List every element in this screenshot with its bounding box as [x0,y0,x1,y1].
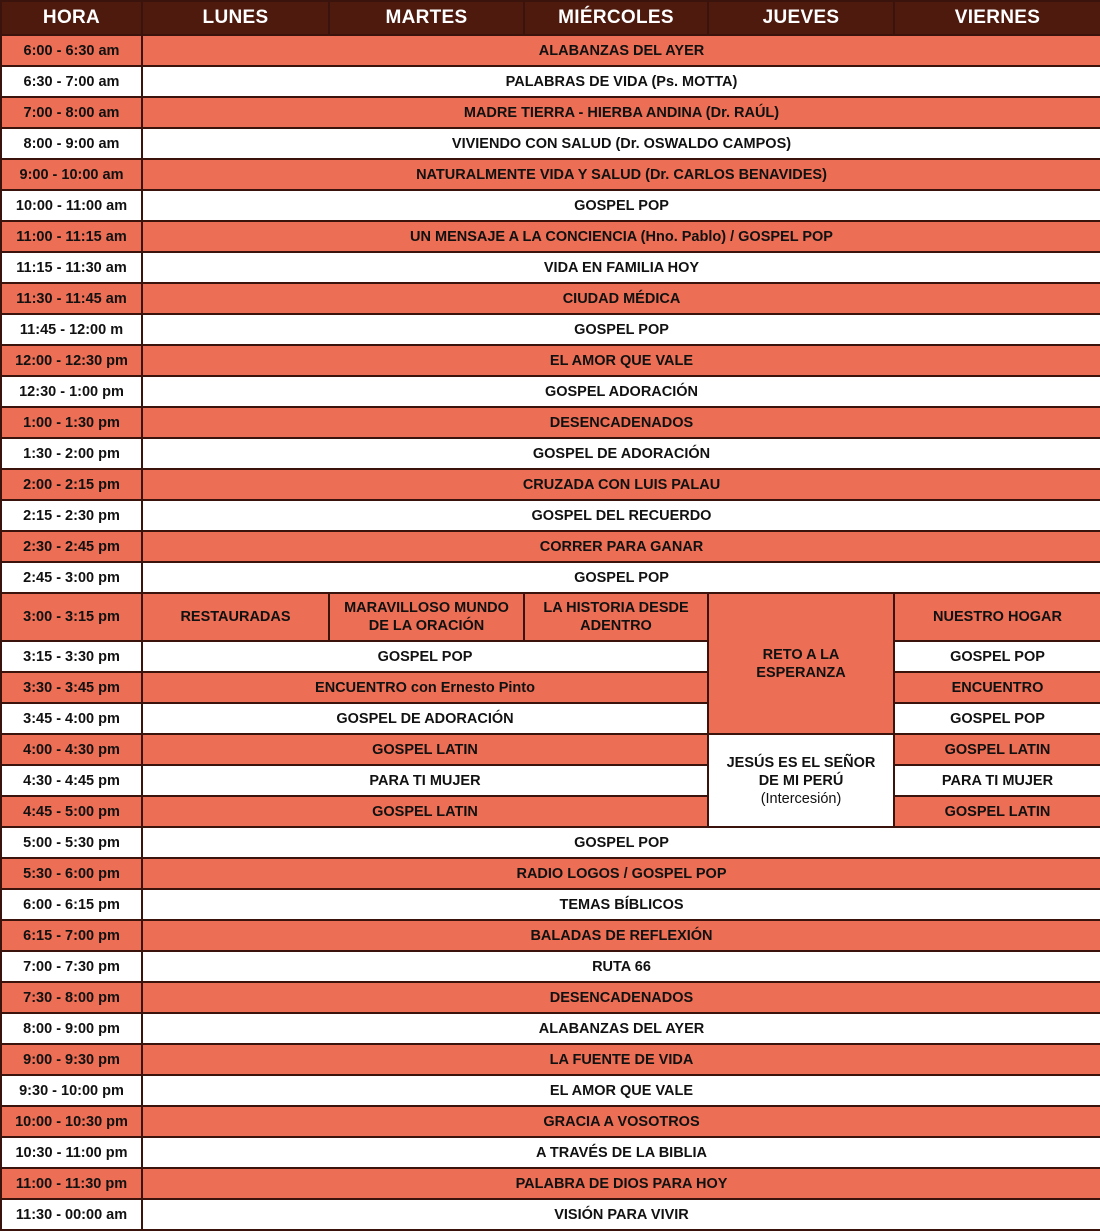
program-cell: DESENCADENADOS [142,407,1100,438]
program-cell-viernes: GOSPEL LATIN [894,734,1100,765]
schedule-row [1,734,1100,765]
program-cell: CORRER PARA GANAR [142,531,1100,562]
jesus-text: JESÚS ES EL SEÑOR DE MI PERÚ [726,754,876,789]
schedule-row [1,641,1100,672]
time-cell: 4:45 - 5:00 pm [1,796,142,827]
schedule-row [1,252,1100,283]
schedule-row [1,672,1100,703]
program-cell: GOSPEL DE ADORACIÓN [142,438,1100,469]
program-cell: UN MENSAJE A LA CONCIENCIA (Hno. Pablo) / GOSPEL POP [142,221,1100,252]
time-cell: 10:00 - 10:30 pm [1,1106,142,1137]
schedule-row [1,35,1100,66]
program-cell: GOSPEL POP [142,827,1100,858]
program-cell-lun-mie: GOSPEL POP [142,641,708,672]
time-cell: 11:30 - 11:45 am [1,283,142,314]
time-cell: 1:30 - 2:00 pm [1,438,142,469]
time-cell: 5:00 - 5:30 pm [1,827,142,858]
schedule-row [1,827,1100,858]
schedule-row [1,97,1100,128]
program-cell: A TRAVÉS DE LA BIBLIA [142,1137,1100,1168]
schedule-row [1,376,1100,407]
time-cell: 6:00 - 6:30 am [1,35,142,66]
program-cell-martes: MARAVILLOSO MUNDO DE LA ORACIÓN [329,593,524,641]
time-cell: 3:15 - 3:30 pm [1,641,142,672]
program-cell: MADRE TIERRA - HIERBA ANDINA (Dr. RAÚL) [142,97,1100,128]
program-cell-viernes: GOSPEL POP [894,641,1100,672]
time-cell: 3:45 - 4:00 pm [1,703,142,734]
program-cell: VISIÓN PARA VIVIR [142,1199,1100,1230]
program-cell-lunes: RESTAURADAS [142,593,329,641]
program-cell: ALABANZAS DEL AYER [142,35,1100,66]
schedule-row [1,982,1100,1013]
schedule-row [1,438,1100,469]
header-miercoles: MIÉRCOLES [524,1,708,35]
time-cell: 11:00 - 11:15 am [1,221,142,252]
header-lunes: LUNES [142,1,329,35]
schedule-row [1,858,1100,889]
time-cell: 11:00 - 11:30 pm [1,1168,142,1199]
time-cell: 9:00 - 9:30 pm [1,1044,142,1075]
time-cell: 2:00 - 2:15 pm [1,469,142,500]
schedule-row [1,221,1100,252]
program-cell-lun-mie: GOSPEL LATIN [142,796,708,827]
time-cell: 6:30 - 7:00 am [1,66,142,97]
program-cell-viernes: GOSPEL POP [894,703,1100,734]
schedule-row [1,500,1100,531]
program-cell: TEMAS BÍBLICOS [142,889,1100,920]
program-cell-viernes: PARA TI MUJER [894,765,1100,796]
schedule-row [1,1168,1100,1199]
schedule-row [1,531,1100,562]
time-cell: 4:30 - 4:45 pm [1,765,142,796]
header-viernes: VIERNES [894,1,1100,35]
time-cell: 4:00 - 4:30 pm [1,734,142,765]
schedule-row [1,703,1100,734]
time-cell: 2:15 - 2:30 pm [1,500,142,531]
schedule-row [1,128,1100,159]
program-cell-jueves-jesus [708,734,894,827]
program-cell: GOSPEL POP [142,314,1100,345]
program-cell-viernes: NUESTRO HOGAR [894,593,1100,641]
time-cell: 5:30 - 6:00 pm [1,858,142,889]
time-cell: 11:30 - 00:00 am [1,1199,142,1230]
schedule-row [1,345,1100,376]
program-cell-jueves-reto [708,593,894,734]
time-cell: 6:00 - 6:15 pm [1,889,142,920]
program-cell: GOSPEL POP [142,190,1100,221]
program-cell-lun-mie: GOSPEL DE ADORACIÓN [142,703,708,734]
program-cell: PALABRAS DE VIDA (Ps. MOTTA) [142,66,1100,97]
time-cell: 8:00 - 9:00 am [1,128,142,159]
schedule-row [1,1044,1100,1075]
header-hora: HORA [1,1,142,35]
schedule-row [1,796,1100,827]
schedule-row [1,1106,1100,1137]
header-jueves: JUEVES [708,1,894,35]
jesus-subtext: (Intercesión) [760,790,842,807]
time-cell: 12:30 - 1:00 pm [1,376,142,407]
program-cell: PALABRA DE DIOS PARA HOY [142,1168,1100,1199]
time-cell: 9:00 - 10:00 am [1,159,142,190]
program-cell-lun-mie: GOSPEL LATIN [142,734,708,765]
time-cell: 1:00 - 1:30 pm [1,407,142,438]
time-cell: 9:30 - 10:00 pm [1,1075,142,1106]
program-cell-viernes: ENCUENTRO [894,672,1100,703]
time-cell: 7:00 - 7:30 pm [1,951,142,982]
schedule-row [1,159,1100,190]
time-cell: 2:30 - 2:45 pm [1,531,142,562]
program-cell: CRUZADA CON LUIS PALAU [142,469,1100,500]
time-cell: 3:30 - 3:45 pm [1,672,142,703]
program-cell: LA FUENTE DE VIDA [142,1044,1100,1075]
schedule-row [1,469,1100,500]
program-cell: CIUDAD MÉDICA [142,283,1100,314]
schedule-row [1,314,1100,345]
schedule-row [1,920,1100,951]
schedule-row [1,283,1100,314]
program-cell: GOSPEL POP [142,562,1100,593]
time-cell: 6:15 - 7:00 pm [1,920,142,951]
time-cell: 11:15 - 11:30 am [1,252,142,283]
time-cell: 12:00 - 12:30 pm [1,345,142,376]
schedule-row [1,889,1100,920]
schedule-row [1,1199,1100,1230]
program-cell: ALABANZAS DEL AYER [142,1013,1100,1044]
program-cell: RADIO LOGOS / GOSPEL POP [142,858,1100,889]
time-cell: 7:30 - 8:00 pm [1,982,142,1013]
schedule-row [1,593,1100,641]
schedule-row [1,1075,1100,1106]
schedule-row [1,951,1100,982]
time-cell: 7:00 - 8:00 am [1,97,142,128]
program-cell-lun-mie: ENCUENTRO con Ernesto Pinto [142,672,708,703]
program-cell: GOSPEL DEL RECUERDO [142,500,1100,531]
schedule-row [1,1137,1100,1168]
schedule-row [1,765,1100,796]
program-cell: DESENCADENADOS [142,982,1100,1013]
time-cell: 3:00 - 3:15 pm [1,593,142,641]
program-cell-lun-mie: PARA TI MUJER [142,765,708,796]
schedule-row [1,190,1100,221]
schedule-row [1,562,1100,593]
program-cell: RUTA 66 [142,951,1100,982]
program-cell-viernes: GOSPEL LATIN [894,796,1100,827]
program-cell: VIDA EN FAMILIA HOY [142,252,1100,283]
program-cell: VIVIENDO CON SALUD (Dr. OSWALDO CAMPOS) [142,128,1100,159]
header-martes: MARTES [329,1,524,35]
schedule-row [1,407,1100,438]
header-row [1,1,1100,35]
program-cell: EL AMOR QUE VALE [142,1075,1100,1106]
time-cell: 11:45 - 12:00 m [1,314,142,345]
time-cell: 8:00 - 9:00 pm [1,1013,142,1044]
schedule-row [1,66,1100,97]
schedule-row [1,1013,1100,1044]
program-cell: GRACIA A VOSOTROS [142,1106,1100,1137]
program-cell: GOSPEL ADORACIÓN [142,376,1100,407]
time-cell: 2:45 - 3:00 pm [1,562,142,593]
time-cell: 10:00 - 11:00 am [1,190,142,221]
program-cell: NATURALMENTE VIDA Y SALUD (Dr. CARLOS BENAVIDES) [142,159,1100,190]
program-cell: BALADAS DE REFLEXIÓN [142,920,1100,951]
reto-text: RETO A LA ESPERANZA [756,646,846,681]
program-cell: EL AMOR QUE VALE [142,345,1100,376]
program-cell-miercoles: LA HISTORIA DESDE ADENTRO [524,593,708,641]
time-cell: 10:30 - 11:00 pm [1,1137,142,1168]
